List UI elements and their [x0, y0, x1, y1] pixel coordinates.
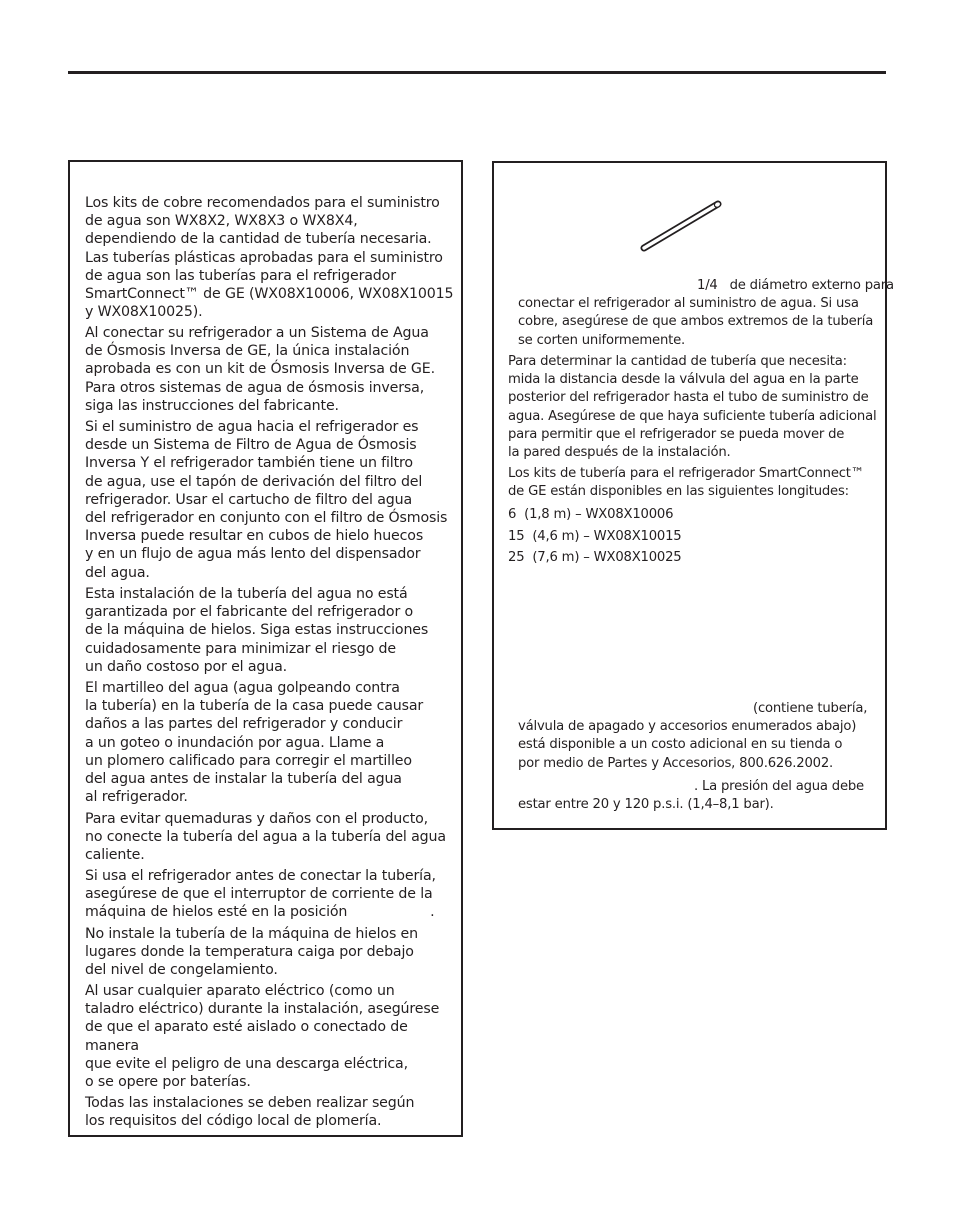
text-line: Al conectar su refrigerador a un Sistema de Agua	[85, 325, 429, 341]
paragraph-plumbing-code	[85, 1094, 414, 1130]
text-line: manera	[85, 1037, 139, 1054]
text-line: Al usar cualquier aparato eléctrico (como un	[85, 983, 395, 999]
water-line-kit-text	[518, 700, 867, 773]
text-line: y en un flujo de agua más lento del dispensador	[85, 546, 421, 563]
text-line: posterior del refrigerador hasta el tubo de suministro de	[508, 390, 869, 406]
text-line: desde un Sistema de Filtro de Agua de Ósmosis	[85, 437, 417, 454]
text-line: 1/4 de diámetro externo para	[697, 278, 894, 293]
text-line: caliente.	[85, 847, 145, 864]
text-line: cuidadosamente para minimizar el riesgo de	[85, 640, 396, 657]
text-line: Inversa Y el refrigerador también tiene un filtro	[85, 455, 413, 472]
paragraph-water-hammer	[85, 679, 423, 806]
text-line: que evite el peligro de una descarga eléctrica,	[85, 1055, 408, 1072]
text-line: los requisitos del código local de plomería.	[85, 1113, 382, 1130]
text-line: agua. Asegúrese de que haya suficiente tubería adicional	[508, 408, 877, 424]
text-line: para permitir que el refrigerador se pueda mover de	[508, 426, 845, 442]
text-line: Si usa el refrigerador antes de conectar la tubería,	[85, 868, 436, 884]
text-line: máquina de hielos esté en la posición .	[85, 904, 435, 921]
text-line: de que el aparato esté aislado o conectado de	[85, 1019, 408, 1036]
text-line: válvula de apagado y accesorios enumerados abajo)	[518, 719, 857, 735]
paragraph-hot-water	[85, 810, 446, 865]
text-line: Todas las instalaciones se deben realizar según	[85, 1095, 415, 1111]
text-line: mida la distancia desde la válvula del agua en la parte	[508, 372, 859, 388]
text-line: dependiendo de la cantidad de tubería necesaria.	[85, 231, 432, 248]
text-line: lugares donde la temperatura caiga por debajo	[85, 944, 414, 961]
text-line: la pared después de la instalación.	[508, 445, 731, 461]
paragraph-electrical	[85, 982, 439, 1091]
text-line: y WX08X10025).	[85, 304, 203, 321]
text-line: (contiene tubería,	[753, 701, 868, 716]
text-line: de Ósmosis Inversa de GE, la única instalación	[85, 343, 410, 360]
text-line: de la máquina de hielos. Siga estas instrucciones	[85, 622, 429, 639]
paragraph-reverse-osmosis	[85, 324, 435, 415]
header-rule	[68, 71, 886, 74]
text-line: de agua son WX8X2, WX8X3 o WX8X4,	[85, 213, 358, 230]
paragraph-copper-kits	[85, 194, 453, 321]
text-line: conectar el refrigerador al suministro de agua. Si usa	[518, 296, 859, 312]
paragraph-freezing	[85, 925, 418, 980]
text-line: garantizada por el fabricante del refrigerador o	[85, 604, 414, 621]
text-line: la tubería) en la tubería de la casa puede causar	[85, 698, 424, 715]
text-line: refrigerador. Usar el cartucho de filtro del agua	[85, 491, 412, 508]
text-line: al refrigerador.	[85, 789, 188, 806]
text-line: SmartConnect™ de GE (WX08X10006, WX08X10015	[85, 286, 454, 303]
paragraph-filter-bypass	[85, 418, 447, 582]
text-line: de GE están disponibles en las siguientes longitudes:	[508, 484, 849, 500]
text-line: de agua, use el tapón de derivación del filtro del	[85, 473, 423, 490]
tubing-intro-text	[518, 277, 894, 350]
text-line: Para determinar la cantidad de tubería que necesita:	[508, 354, 847, 369]
text-line: Si el suministro de agua hacia el refrigerador es	[85, 419, 419, 435]
list-item: 6 (1,8 m) – WX08X10006	[508, 507, 674, 522]
text-line: estar entre 20 y 120 p.s.i. (1,4–8,1 bar).	[518, 797, 774, 813]
text-line: . La presión del agua debe	[694, 779, 864, 794]
text-line: o se opere por baterías.	[85, 1074, 251, 1091]
text-line: No instale la tubería de la máquina de hielos en	[85, 926, 418, 942]
copper-tube-icon	[640, 198, 724, 254]
text-line: del refrigerador en conjunto con el filtro de Ósmosis	[85, 510, 448, 527]
text-line: Para evitar quemaduras y daños con el producto,	[85, 811, 429, 827]
water-pressure-text	[518, 778, 864, 814]
smartconnect-kits-text	[508, 465, 864, 501]
text-line: de agua son las tuberías para el refrigerador	[85, 267, 396, 284]
text-line: El martilleo del agua (agua golpeando contra	[85, 680, 400, 696]
text-line: a un goteo o inundación por agua. Llame a	[85, 734, 385, 751]
text-line: siga las instrucciones del fabricante.	[85, 397, 339, 414]
text-line: Inversa puede resultar en cubos de hielo huecos	[85, 528, 424, 545]
text-line: está disponible a un costo adicional en su tienda o	[518, 737, 843, 753]
text-line: por medio de Partes y Accesorios, 800.626.2002.	[518, 755, 834, 771]
text-line: taladro eléctrico) durante la instalación, asegúrese	[85, 1001, 440, 1018]
tubing-lengths-list	[508, 504, 681, 569]
text-line: Las tuberías plásticas aprobadas para el suministro	[85, 249, 443, 266]
text-line: Esta instalación de la tubería del agua no está	[85, 586, 408, 602]
text-line: un daño costoso por el agua.	[85, 658, 287, 675]
list-item: 25 (7,6 m) – WX08X10025	[508, 550, 682, 565]
text-line: se corten uniformemente.	[518, 332, 685, 348]
text-line: no conecte la tubería del agua a la tubería del agua	[85, 829, 446, 846]
text-line: del agua.	[85, 564, 150, 581]
text-line: Para otros sistemas de agua de ósmosis inversa,	[85, 379, 425, 396]
text-line: Los kits de tubería para el refrigerador SmartConnect™	[508, 466, 864, 481]
text-line: Los kits de cobre recomendados para el suministro	[85, 195, 440, 211]
paragraph-power-switch	[85, 867, 436, 922]
measure-tubing-text	[508, 353, 876, 462]
text-line: asegúrese de que el interruptor de corriente de la	[85, 886, 433, 903]
text-line: cobre, asegúrese de que ambos extremos de la tubería	[518, 314, 874, 330]
text-line: aprobada es con un kit de Ósmosis Inversa de GE.	[85, 361, 435, 378]
list-item: 15 (4,6 m) – WX08X10015	[508, 528, 682, 544]
text-line: daños a las partes del refrigerador y conducir	[85, 716, 403, 733]
text-line: del agua antes de instalar la tubería del agua	[85, 771, 402, 788]
text-line: un plomero calificado para corregir el martilleo	[85, 752, 412, 769]
text-line: del nivel de congelamiento.	[85, 962, 278, 979]
paragraph-warranty	[85, 585, 428, 676]
